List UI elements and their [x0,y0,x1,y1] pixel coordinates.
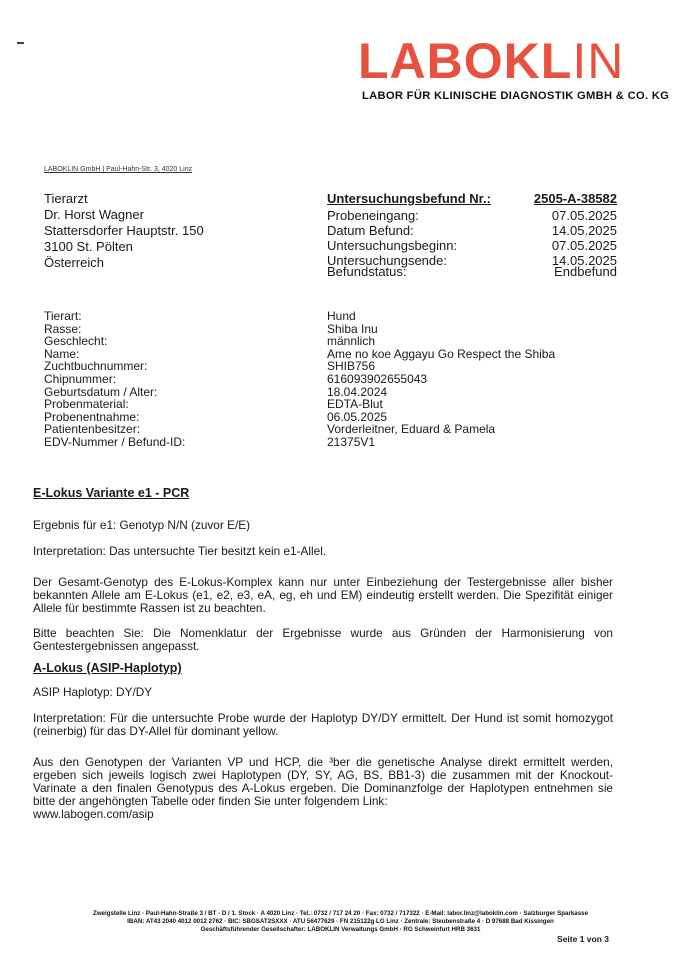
befund-row [327,208,617,223]
e-locus-result: Ergebnis für e1: Genotyp N/N (zuvor E/E) [33,518,251,532]
info-label: EDV-Nummer / Befund-ID: [44,434,186,449]
info-row [44,360,555,373]
info-label: Chipnummer: [44,371,117,386]
befund-label: Befundstatus: [327,264,407,279]
address-line: Stattersdorfer Hauptstr. 150 [44,223,204,238]
befund-value: Endbefund [554,264,617,279]
info-row [44,373,555,386]
e-locus-title: E-Lokus Variante e1 - PCR [33,486,190,500]
befund-title: Untersuchungsbefund Nr.: [327,191,491,206]
info-row [44,323,555,336]
befund-label: Datum Befund: [327,223,414,238]
befund-value: 14.05.2025 [551,253,617,268]
footer-line: IBAN: AT43 2040 4012 0012 2762 · BIC: SBGSAT2SXXX · ATU 56477629 · FN 215122g LG Linz · Zentrale: Steubenstraße 4 · D 97688 Bad Kissingen [127,918,554,925]
befund-row [327,238,617,253]
info-label: Geburtsdatum / Alter: [44,384,158,399]
info-label: Rasse: [44,321,82,336]
info-value: Shiba Inu [327,321,378,336]
befund-row [327,264,617,279]
info-value: Hund [327,309,356,323]
a-locus-note: Aus den Genotypen der Varianten VP und HCP, die ³ber die genetische Analyse direkt ermittelt werden, ergeben sich jeweils logisch zwei Haplotypen (DY, SY, AG, BS, BB1-3) die zusammen mit der Knockout- Varinate a den finalen Genotypus des A-Lokus ergeben. Die Dominanzfolge der Haplotypen entnehmen sie bitte der angehöngten Tabelle oder finden Sie unter folgendem Link: [33,755,613,808]
logo-subtitle: LABOR FÜR KLINISCHE DIAGNOSTIK GMBH & CO. KG [362,90,670,102]
info-label: Probenmaterial: [44,397,129,412]
footer [0,910,681,934]
sender-line: LABOKLIN GmbH | Paul-Hahn-Str. 3, 4020 Linz [44,166,193,173]
info-row [44,436,555,449]
info-row [44,335,555,348]
info-value: Vorderleitner, Eduard & Pamela [327,422,496,437]
info-label: Patientenbesitzer: [44,422,141,437]
info-value: EDTA-Blut [327,397,383,412]
befund-value: 14.05.2025 [551,223,617,238]
info-row [44,398,555,411]
logo-name-main: LABOKL [358,33,573,89]
laboklin-logo [358,33,625,89]
info-row [44,310,555,323]
befund-block [327,191,617,279]
info-label: Zuchtbuchnummer: [44,359,148,374]
asip-link[interactable]: www.labogen.com/asip [33,807,154,821]
e-locus-note: Der Gesamt-Genotyp des E-Lokus-Komplex kann nur unter Einbeziehung der Testergebnisse aller bisher bekannten Allele am E-Lokus (e1, e2, e3, eA, eg, eh und EM) eindeutig erstellt werden. Die Spezifität einiger Allele für bestimmte Rassen ist zu beachten. [33,575,613,615]
footer-line: Geschäftsführender Gesellschafter: LABOKLIN Verwaltungs GmbH · RG Schweinfurt HRB 3631 [200,926,481,933]
befund-value: 07.05.2025 [551,208,617,223]
befund-number: 2505-A-38582 [533,191,617,206]
befund-label: Untersuchungsende: [327,253,447,268]
address-line: Tierarzt [44,191,88,206]
info-label: Probenentnahme: [44,409,140,424]
e-locus-interpretation: Interpretation: Das untersuchte Tier besitzt kein e1-Allel. [33,544,327,558]
a-locus-title: A-Lokus (ASIP-Haplotyp) [33,661,182,675]
page-number: Seite 1 von 3 [557,934,609,944]
info-label: Geschlecht: [44,334,108,349]
recipient-address [44,191,204,271]
info-value: 06.05.2025 [327,409,388,424]
info-label: Name: [44,346,80,361]
address-line: Österreich [44,255,104,270]
info-value: 18.04.2024 [327,384,388,399]
befund-row [327,253,617,268]
info-value: 21375V1 [327,434,376,449]
a-locus-result: ASIP Haplotyp: DY/DY [33,685,153,699]
info-value: Ame no koe Aggayu Go Respect the Shiba [327,346,556,361]
info-label: Tierart: [44,309,82,323]
befund-row [327,223,617,238]
footer-line: Zweigstelle Linz · Paul-Hahn-Straße 3 / BT - D / 1. Stock · A 4020 Linz · Tel.: 0732 / 717 24 20 · Fax: 0732 / 717322 · E-Mail: labor.linz@laboklin.com · Salzburger Sparkasse [92,910,589,917]
address-line: 3100 St. Pölten [44,239,133,254]
address-line: Dr. Horst Wagner [44,207,144,222]
befund-value: 07.05.2025 [551,238,617,253]
patient-info [44,310,555,449]
befund-label: Untersuchungsbeginn: [327,238,458,253]
nomenclature-note: Bitte beachten Sie: Die Nomenklatur der Ergebnisse wurde aus Gründen der Harmonisierung von Gentestergebnissen angepasst. [33,626,613,653]
a-locus-interpretation: Interpretation: Für die untersuchte Probe wurde der Haplotyp DY/DY ermittelt. Der Hund ist somit homozygot (reinerbig) für das DY-Allel für dominant yellow. [33,711,613,738]
logo-name-tail: IN [572,33,625,89]
info-value: 616093902655043 [327,371,428,386]
befund-header [327,191,617,208]
befund-label: Probeneingang: [327,208,419,223]
info-value: SHIB756 [327,359,376,374]
info-value: männlich [327,334,376,349]
punch-mark [17,42,24,44]
